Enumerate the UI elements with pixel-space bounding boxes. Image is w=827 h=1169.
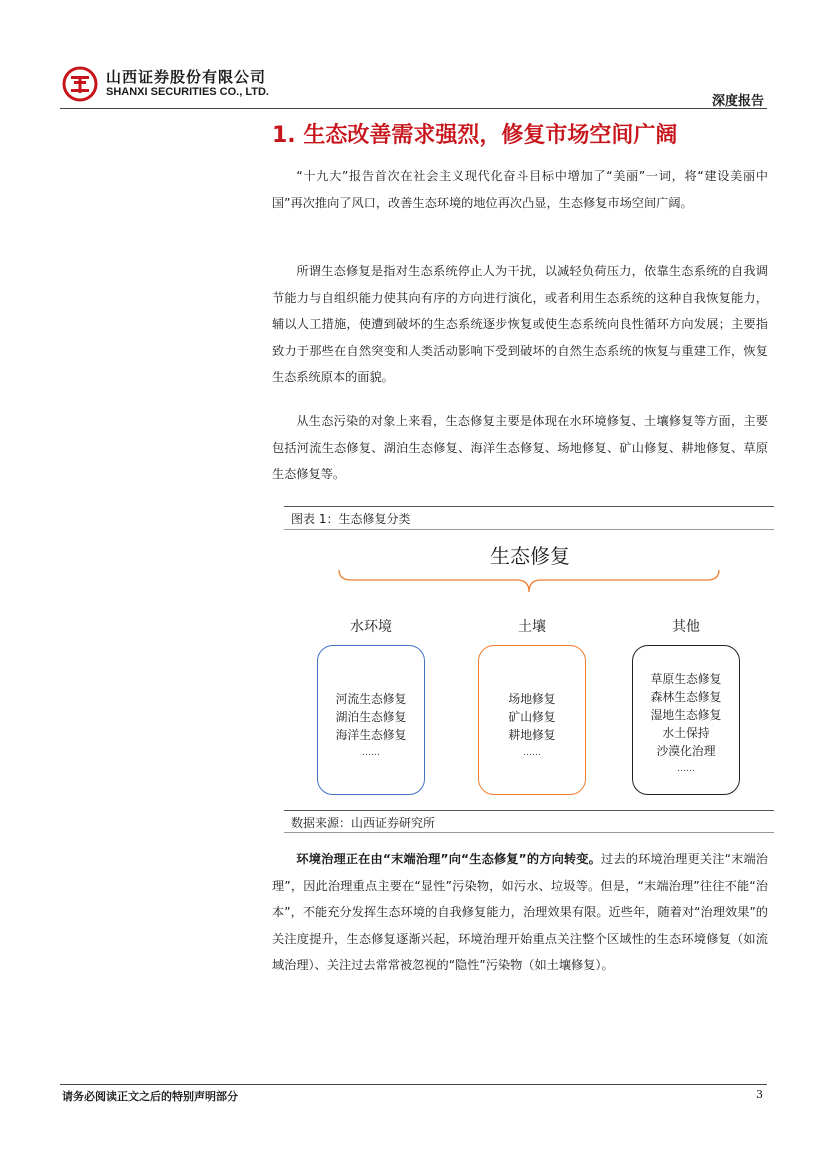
- paragraph-intro: “十九大”报告首次在社会主义现代化奋斗目标中增加了“美丽”一词，将“建设美丽中国”再次推向了风口，改善生态环境的地位再次凸显，生态修复市场空间广阔。: [272, 169, 768, 210]
- list-item: 矿山修复: [508, 710, 556, 724]
- list-item: 耕地修复: [508, 728, 556, 742]
- figure-title-rule: [284, 529, 774, 530]
- figure-title: 图表 1：生态修复分类: [291, 512, 411, 526]
- figure-bottom-rule: [284, 810, 774, 811]
- figure-source-rule: [284, 832, 774, 833]
- diagram-root-label: 生态修复: [490, 544, 570, 568]
- list-item: 沙漠化治理: [656, 744, 716, 758]
- list-ellipsis: ……: [677, 764, 695, 774]
- figure-top-rule: [284, 506, 774, 507]
- category-other-box: [632, 645, 740, 795]
- figure-source: 数据来源：山西证券研究所: [291, 816, 436, 830]
- section-title: 1. 生态改善需求强烈，修复市场空间广阔: [272, 123, 678, 148]
- list-ellipsis: ……: [523, 748, 541, 758]
- list-item: 湿地生态修复: [650, 708, 722, 722]
- category-soil-label: 土壤: [518, 619, 546, 635]
- company-name-en: SHANXI SECURITIES CO., LTD.: [106, 86, 269, 98]
- list-item: 场地修复: [508, 692, 556, 706]
- category-water-label: 水环境: [350, 619, 392, 635]
- list-item: 海洋生态修复: [335, 728, 407, 742]
- category-water-box: [317, 645, 425, 795]
- footer-divider: [60, 1084, 767, 1085]
- company-name-cn: 山西证券股份有限公司: [106, 68, 267, 86]
- list-item: 湖泊生态修复: [335, 710, 407, 724]
- report-type-label: 深度报告: [711, 94, 764, 109]
- list-item: 水土保持: [662, 726, 710, 740]
- paragraph-body: 过去的环境治理更关注“末端治理”，因此治理重点主要在“显性”污染物，如污水、垃圾等。但是，“末端治理”往往不能“治本”，不能充分发挥生态环境的自我修复能力，治理效果有限。近些年，随着对“治理效果”的关注度提升，生态修复逐渐兴起，环境治理开始重点关注整个区域性的生态环境修复（如流域治理）、关注过去常常被忽视的“隐性”污染物（如土壤修复）。: [272, 852, 768, 972]
- list-item: 森林生态修复: [650, 690, 722, 704]
- paragraph-lead-sentence: 环境治理正在由“末端治理”向“生态修复”的方向转变。: [296, 852, 602, 866]
- list-item: 河流生态修复: [335, 692, 407, 706]
- company-logo-icon: [62, 66, 98, 102]
- paragraph-transition: [272, 846, 768, 979]
- category-other-label: 其他: [672, 619, 700, 635]
- category-soil-box: [478, 645, 586, 795]
- list-ellipsis: ……: [362, 748, 380, 758]
- page-number: 3: [756, 1088, 763, 1101]
- diagram-brace: [337, 566, 721, 596]
- paragraph-scope: 从生态污染的对象上来看，生态修复主要是体现在水环境修复、土壤修复等方面，主要包括河流生态修复、湖泊生态修复、海洋生态修复、场地修复、矿山修复、耕地修复、草原生态修复等。: [272, 414, 768, 481]
- list-item: 草原生态修复: [650, 672, 722, 686]
- paragraph-definition: 所谓生态修复是指对生态系统停止人为干扰，以减轻负荷压力，依靠生态系统的自我调节能力与自组织能力使其向有序的方向进行演化，或者利用生态系统的这种自我恢复能力，辅以人工措施，使遭到破坏的生态系统逐步恢复或使生态系统向良性循环方向发展；主要指致力于那些在自然突变和人类活动影响下受到破坏的自然生态系统的恢复与重建工作，恢复生态系统原本的面貌。: [272, 264, 768, 384]
- footer-disclaimer: 请务必阅读正文之后的特别声明部分: [62, 1090, 238, 1103]
- header-divider: [60, 108, 767, 109]
